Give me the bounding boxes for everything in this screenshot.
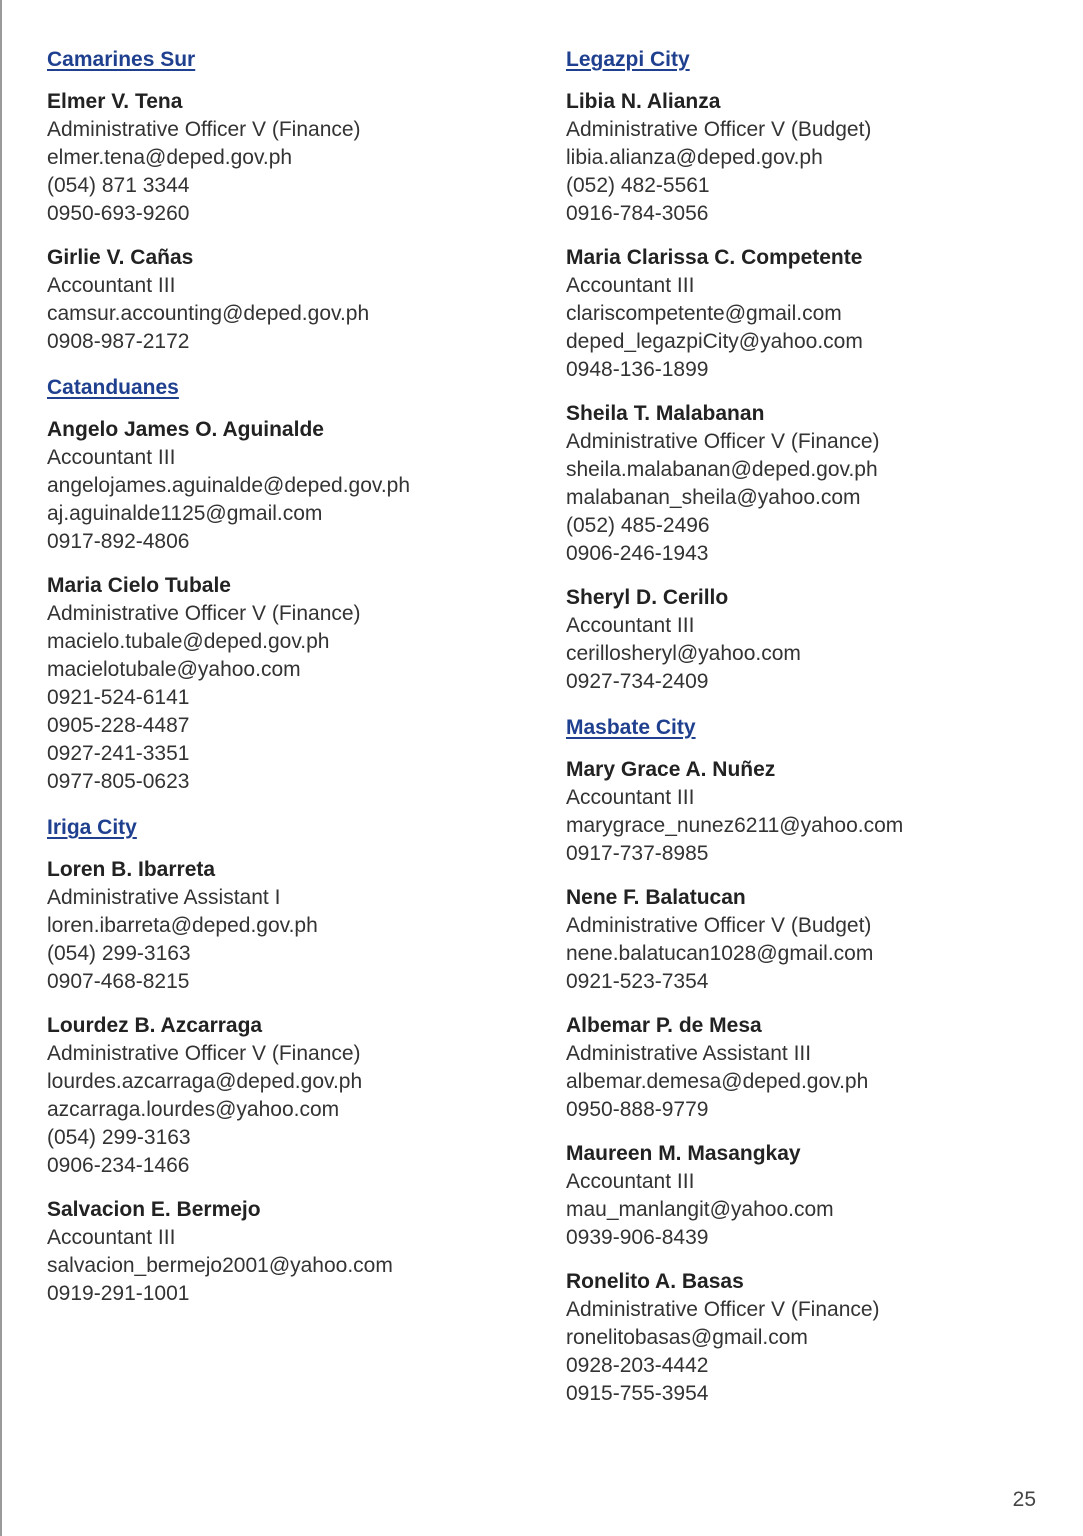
contact-detail: 0919-291-1001	[47, 1282, 190, 1305]
contact-detail: malabanan_sheila@yahoo.com	[566, 486, 861, 509]
contact-name: Elmer V. Tena	[47, 90, 183, 113]
contact-entry	[566, 1268, 1066, 1408]
section-heading: Catanduanes	[47, 376, 179, 399]
contact-detail: Administrative Officer V (Finance)	[566, 1298, 880, 1321]
contact-name: Salvacion E. Bermejo	[47, 1198, 261, 1221]
contact-detail: lourdes.azcarraga@deped.gov.ph	[47, 1070, 363, 1093]
contact-detail: 0948-136-1899	[566, 358, 709, 381]
contact-detail: 0921-524-6141	[47, 686, 190, 709]
contact-detail: 0921-523-7354	[566, 970, 709, 993]
contact-detail: Accountant III	[566, 274, 695, 297]
contact-detail: 0927-734-2409	[566, 670, 709, 693]
contact-name: Libia N. Alianza	[566, 90, 721, 113]
contact-detail: azcarraga.lourdes@yahoo.com	[47, 1098, 340, 1121]
contact-detail: Accountant III	[47, 274, 176, 297]
contact-name: Albemar P. de Mesa	[566, 1014, 762, 1037]
contact-detail: 0916-784-3056	[566, 202, 709, 225]
contact-entry	[566, 400, 1066, 568]
contact-detail: ronelitobasas@gmail.com	[566, 1326, 808, 1349]
contact-detail: marygrace_nunez6211@yahoo.com	[566, 814, 904, 837]
contact-detail: Administrative Officer V (Finance)	[47, 602, 361, 625]
contact-entry	[566, 88, 1066, 228]
contact-detail: (054) 299-3163	[47, 942, 191, 965]
contact-detail: 0905-228-4487	[47, 714, 190, 737]
contact-name: Nene F. Balatucan	[566, 886, 746, 909]
contact-detail: Administrative Assistant III	[566, 1042, 812, 1065]
contact-name: Loren B. Ibarreta	[47, 858, 216, 881]
contact-entry	[47, 416, 547, 556]
contact-detail: nene.balatucan1028@gmail.com	[566, 942, 874, 965]
contact-detail: (054) 299-3163	[47, 1126, 191, 1149]
contact-detail: 0917-892-4806	[47, 530, 190, 553]
contact-entry	[566, 884, 1066, 996]
contact-entry	[47, 856, 547, 996]
contact-detail: deped_legazpiCity@yahoo.com	[566, 330, 863, 353]
contact-detail: 0977-805-0623	[47, 770, 190, 793]
contact-detail: 0906-234-1466	[47, 1154, 190, 1177]
page-number: 25	[1012, 1488, 1036, 1511]
contact-detail: Administrative Officer V (Budget)	[566, 118, 872, 141]
section-heading: Masbate City	[566, 716, 696, 739]
left-column	[47, 44, 547, 1324]
contact-detail: Accountant III	[566, 1170, 695, 1193]
contact-name: Maria Clarissa C. Competente	[566, 246, 863, 269]
contact-entry	[566, 244, 1066, 384]
contact-detail: 0906-246-1943	[566, 542, 709, 565]
contact-detail: Accountant III	[47, 1226, 176, 1249]
contact-detail: macielotubale@yahoo.com	[47, 658, 301, 681]
contact-detail: loren.ibarreta@deped.gov.ph	[47, 914, 318, 937]
contact-detail: aj.aguinalde1125@gmail.com	[47, 502, 323, 525]
contact-detail: 0917-737-8985	[566, 842, 709, 865]
contact-detail: Administrative Officer V (Budget)	[566, 914, 872, 937]
contact-entry	[47, 572, 547, 796]
contact-detail: angelojames.aguinalde@deped.gov.ph	[47, 474, 411, 497]
contact-detail: 0950-888-9779	[566, 1098, 709, 1121]
contact-detail: Administrative Officer V (Finance)	[566, 430, 880, 453]
contact-detail: Accountant III	[566, 614, 695, 637]
contact-entry	[566, 756, 1066, 868]
contact-detail: 0939-906-8439	[566, 1226, 709, 1249]
contact-detail: libia.alianza@deped.gov.ph	[566, 146, 823, 169]
contact-entry	[566, 584, 1066, 696]
contact-entry	[47, 244, 547, 356]
contact-name: Sheila T. Malabanan	[566, 402, 765, 425]
contact-name: Ronelito A. Basas	[566, 1270, 744, 1293]
contact-detail: 0908-987-2172	[47, 330, 190, 353]
section-heading: Camarines Sur	[47, 48, 196, 71]
contact-detail: camsur.accounting@deped.gov.ph	[47, 302, 370, 325]
right-column	[566, 44, 1066, 1424]
contact-detail: Accountant III	[47, 446, 176, 469]
section-heading: Legazpi City	[566, 48, 690, 71]
contact-detail: 0927-241-3351	[47, 742, 190, 765]
contact-detail: elmer.tena@deped.gov.ph	[47, 146, 293, 169]
contact-name: Angelo James O. Aguinalde	[47, 418, 324, 441]
contact-detail: 0950-693-9260	[47, 202, 190, 225]
contact-name: Girlie V. Cañas	[47, 246, 194, 269]
contact-detail: salvacion_bermejo2001@yahoo.com	[47, 1254, 393, 1277]
contact-detail: Accountant III	[566, 786, 695, 809]
contact-detail: 0928-203-4442	[566, 1354, 709, 1377]
contact-detail: cerillosheryl@yahoo.com	[566, 642, 801, 665]
contact-name: Sheryl D. Cerillo	[566, 586, 729, 609]
contact-detail: (052) 482-5561	[566, 174, 710, 197]
section-heading: Iriga City	[47, 816, 137, 839]
contact-detail: sheila.malabanan@deped.gov.ph	[566, 458, 878, 481]
contact-entry	[47, 1196, 547, 1308]
contact-detail: albemar.demesa@deped.gov.ph	[566, 1070, 869, 1093]
contact-detail: 0907-468-8215	[47, 970, 190, 993]
contact-name: Lourdez B. Azcarraga	[47, 1014, 263, 1037]
contact-name: Mary Grace A. Nuñez	[566, 758, 776, 781]
contact-detail: (054) 871 3344	[47, 174, 190, 197]
contact-detail: macielo.tubale@deped.gov.ph	[47, 630, 330, 653]
contact-entry	[566, 1140, 1066, 1252]
contact-detail: 0915-755-3954	[566, 1382, 709, 1405]
contact-name: Maureen M. Masangkay	[566, 1142, 801, 1165]
contact-detail: Administrative Officer V (Finance)	[47, 118, 361, 141]
contact-detail: (052) 485-2496	[566, 514, 710, 537]
contact-entry	[47, 88, 547, 228]
contact-detail: Administrative Assistant I	[47, 886, 281, 909]
contact-entry	[566, 1012, 1066, 1124]
contact-detail: Administrative Officer V (Finance)	[47, 1042, 361, 1065]
contact-entry	[47, 1012, 547, 1180]
contact-name: Maria Cielo Tubale	[47, 574, 231, 597]
contact-detail: mau_manlangit@yahoo.com	[566, 1198, 834, 1221]
page-edge	[0, 0, 2, 1536]
contact-detail: clariscompetente@gmail.com	[566, 302, 842, 325]
